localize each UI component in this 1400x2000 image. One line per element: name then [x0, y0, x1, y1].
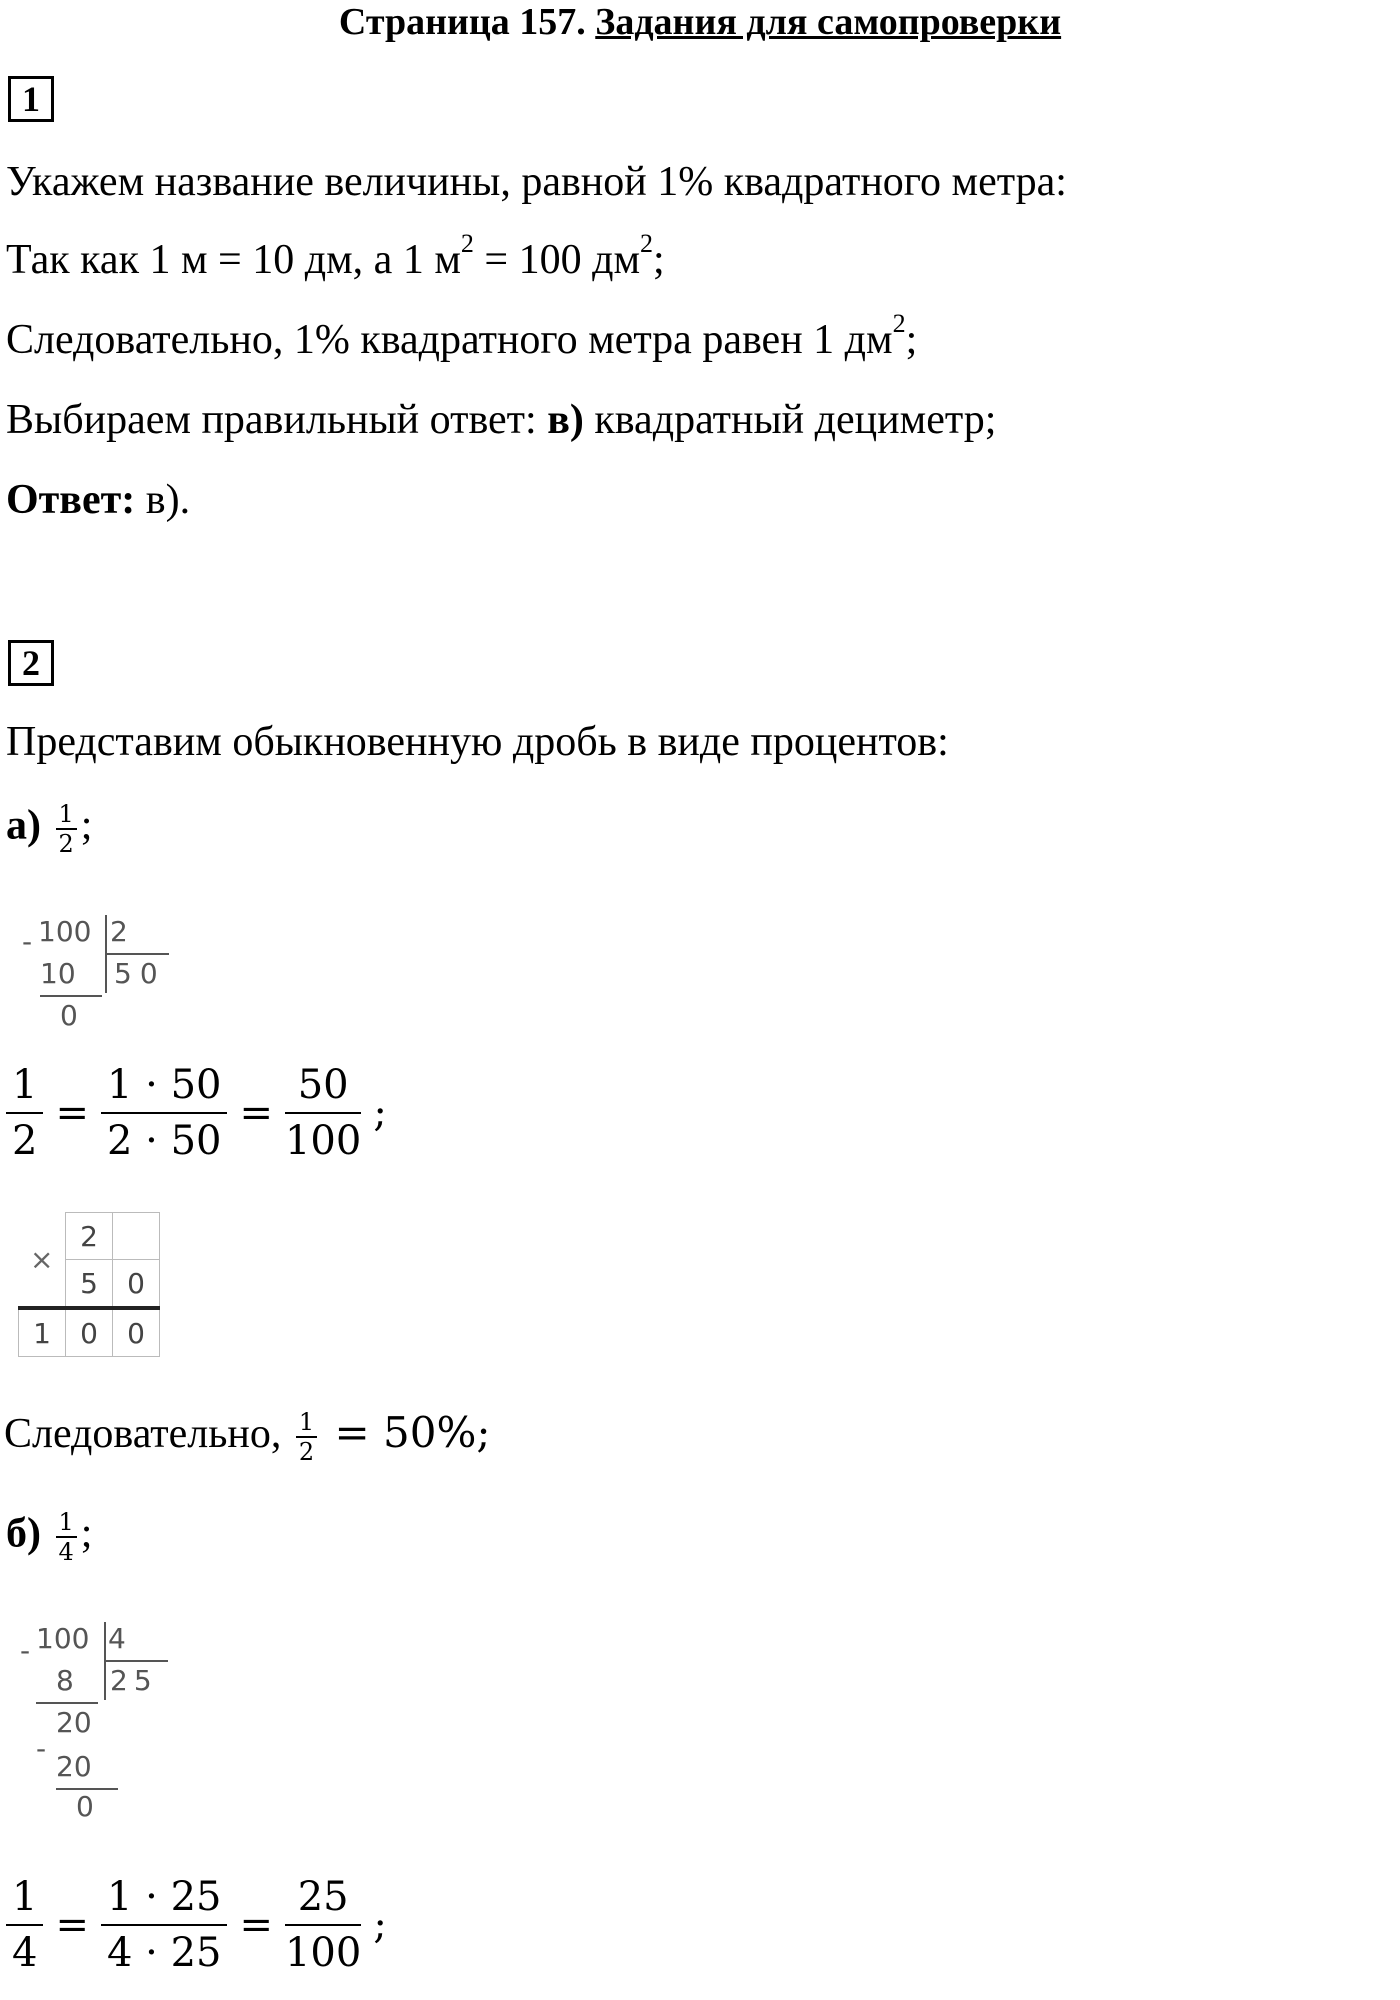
conclusion-a: Следовательно, $\frac{1}{2}$ = 50%; [4, 1408, 491, 1467]
frac-a-inline: $\frac{1}{2}$ [56, 800, 77, 858]
task1-line2: Так как 1 м = 10 дм, а 1 $м^2 = 100$ $дм^2$; [6, 229, 665, 283]
task-2-number: 2 [8, 640, 54, 686]
title-underlined: Задания для самопроверки [595, 1, 1062, 43]
task2-b-label: б) $\frac{1}{4}$ ; [6, 1508, 93, 1566]
frac-b-inline: $\frac{1}{4}$ [56, 1508, 77, 1566]
equation-b: $\frac{1}{4}$ = $\frac{1 \cdot 25}{4 \cdot 25}$ = $\frac{25}{100}$ ; [0, 1874, 393, 1976]
task1-line1: Укажем название величины, равной 1% квадратного метра: [6, 159, 1067, 205]
long-division-a: - 100 2 10 50 0 [20, 915, 160, 1035]
task2-intro: Представим обыкновенную дробь в виде процентов: [6, 719, 949, 765]
task1-answer: Ответ: в). [6, 477, 191, 523]
long-division-b: - 100 4 8 25 20 - 20 0 [20, 1622, 160, 1822]
equation-a: $\frac{1}{2}$ = $\frac{1 \cdot 50}{2 \cdot 50}$ = $\frac{50}{100}$ ; [0, 1062, 393, 1164]
task-1-number: 1 [8, 76, 54, 122]
task2-a-label: а) $\frac{1}{2}$ ; [6, 800, 93, 858]
task1-line3: Следовательно, 1% квадратного метра равен 1 $дм^2$; [6, 309, 918, 363]
page-title [0, 0, 1400, 44]
title-prefix: Страница 157. [338, 1, 586, 43]
multiplication-a: × 2 5 0 1 0 0 [18, 1212, 160, 1357]
task1-line4: Выбираем правильный ответ: в) квадратный дециметр; [6, 397, 997, 443]
